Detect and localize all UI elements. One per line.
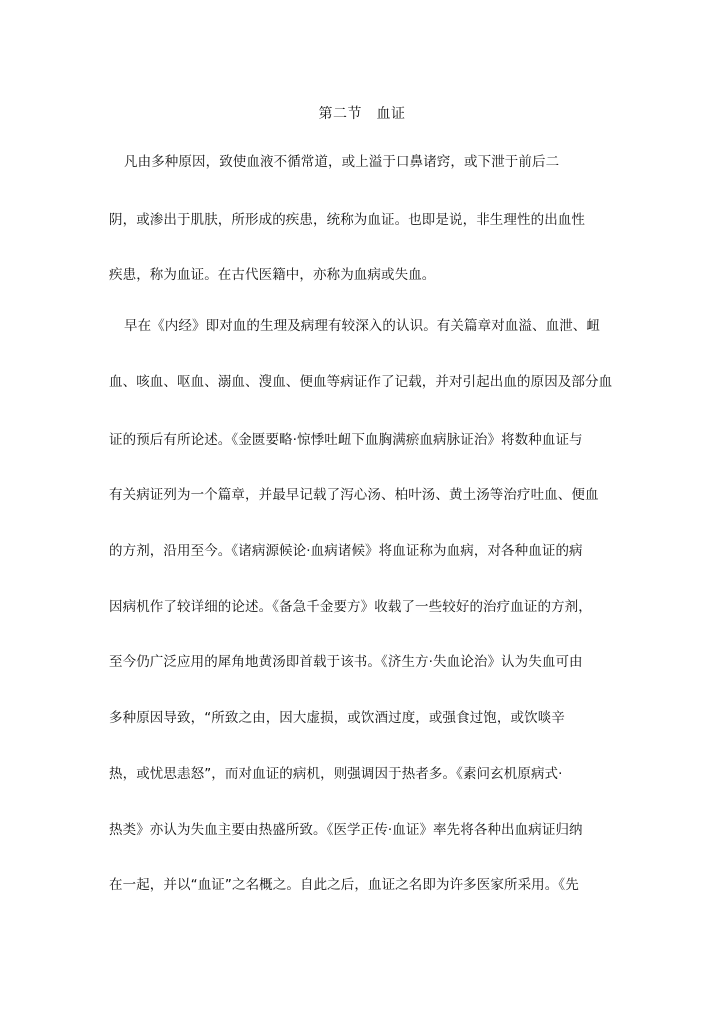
paragraph-line: 有关病证列为一个篇章，并最早记载了泻心汤、柏叶汤、黄土汤等治疗吐血、便血 — [109, 487, 599, 503]
paragraph-line: 凡由多种原因，致使血液不循常道，或上溢于口鼻诸窍，或下泄于前后二 — [124, 154, 560, 170]
paragraph-line: 疾患，称为血证。在古代医籍中，亦称为血病或失血。 — [109, 267, 436, 283]
paragraph-line: 至今仍广泛应用的犀角地黄汤即首载于该书。《济生方·失血论治》认为失血可由 — [109, 654, 583, 670]
paragraph-line: 早在《内经》即对血的生理及病理有较深入的认识。有关篇章对血溢、血泄、衄 — [124, 318, 600, 334]
paragraph-line: 因病机作了较详细的论述。《备急千金要方》收载了一些较好的治疗血证的方剂， — [109, 599, 592, 615]
paragraph-line: 证的预后有所论述。《金匮要略·惊悸吐衄下血胸满瘀血病脉证治》将数种血证与 — [109, 432, 583, 448]
paragraph-line: 的方剂，沿用至今。《诸病源候论·血病诸候》将血证称为血病，对各种血证的病 — [109, 543, 583, 559]
paragraph-line: 在一起，并以“血证”之名概之。自此之后，血证之名即为许多医家所采用。《先 — [109, 877, 579, 893]
paragraph-line: 热类》亦认为失血主要由热盛所致。《医学正传·血证》率先将各种出血病证归纳 — [109, 822, 583, 838]
paragraph-line: 热，或忧思恚怒”，而对血证的病机，则强调因于热者多。《素问玄机原病式· — [109, 766, 563, 782]
paragraph-line: 血、咳血、呕血、溺血、溲血、便血等病证作了记载，并对引起出血的原因及部分血 — [109, 374, 613, 390]
paragraph-line: 阴，或渗出于肌肤，所形成的疾患，统称为血证。也即是说，非生理性的出血性 — [109, 212, 585, 228]
paragraph-line: 多种原因导致，“所致之由，因大虚损，或饮酒过度，或强食过饱，或饮啖辛 — [109, 710, 565, 726]
page-title: 第二节 血证 — [318, 106, 406, 122]
